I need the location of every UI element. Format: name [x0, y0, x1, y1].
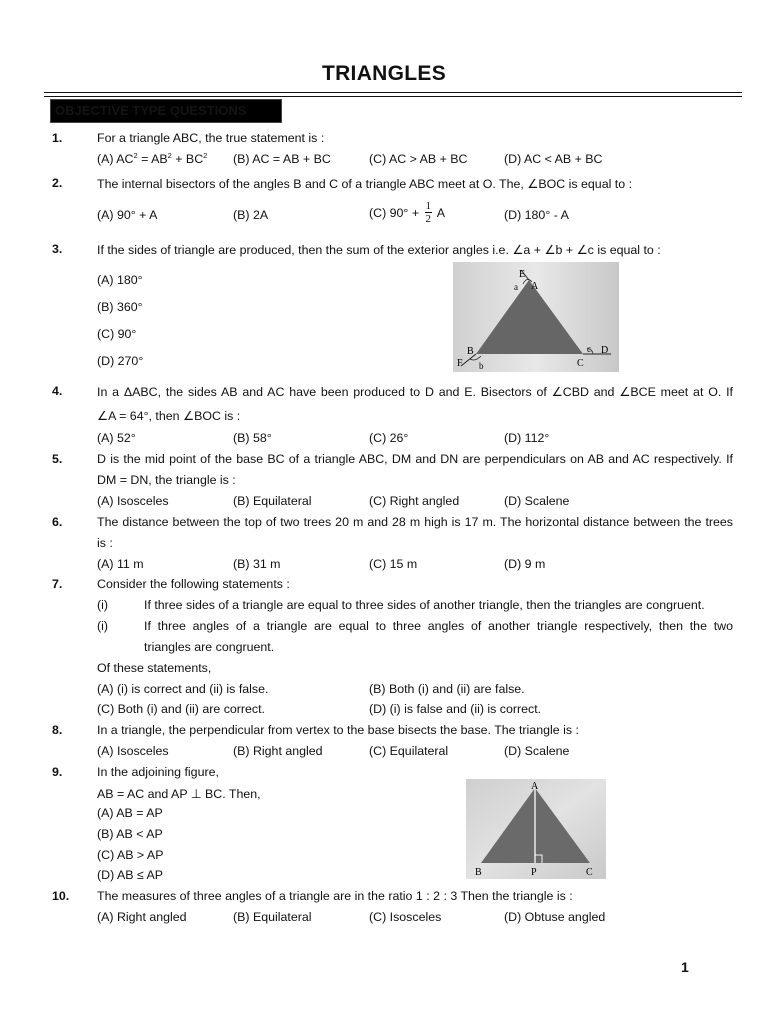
question-9-option-a: (A) AB = AP	[97, 806, 163, 820]
question-2-text: The internal bisectors of the angles B and C of a triangle ABC meet at O. The, ∠BOC is equal to :	[97, 177, 633, 191]
isosceles-triangle-figure	[466, 779, 606, 879]
question-9-option-d: (D) AB ≤ AP	[97, 868, 164, 882]
statement-2-text-line-1: If three angles of a triangle are equal to three angles of another triangle respectively, then the two	[144, 619, 733, 633]
label-P: P	[531, 867, 537, 878]
label-A: A	[531, 281, 539, 292]
question-6-option-c: (C) 15 m	[369, 557, 418, 571]
label-A: A	[531, 781, 539, 792]
label-B: B	[475, 867, 482, 878]
question-3-option-c: (C) 90°	[97, 327, 137, 341]
question-5-option-b: (B) Equilateral	[233, 494, 312, 508]
question-4-number: 4.	[52, 384, 63, 398]
question-4-option-b: (B) 58°	[233, 431, 272, 445]
question-10-option-b: (B) Equilateral	[233, 910, 312, 924]
question-7-text: Consider the following statements :	[97, 577, 290, 591]
question-4-text-line-1: In a ΔABC, the sides AB and AC have been produced to D and E. Bisectors of ∠CBD and ∠BCE meet at O. If	[97, 385, 733, 399]
question-1-option-a: (A) $AC^2 = AB^2 + BC^2$	[97, 151, 208, 166]
question-2-number: 2.	[52, 176, 63, 190]
exterior-angles-diagram	[453, 262, 619, 372]
question-6-option-b: (B) 31 m	[233, 557, 281, 571]
question-8-number: 8.	[52, 723, 63, 737]
question-2-option-b: (B) 2A	[233, 208, 269, 222]
question-5-text-line-2: DM = DN, the triangle is :	[97, 473, 236, 487]
isosceles-triangle-diagram	[466, 779, 606, 879]
one-half-fraction: $\frac{1}{2}$	[425, 200, 432, 225]
exterior-angles-figure	[453, 262, 619, 372]
question-9-number: 9.	[52, 765, 63, 779]
statement-2-text-line-2: triangles are congruent.	[144, 640, 275, 654]
question-5-text-line-1: D is the mid point of the base BC of a triangle ABC, DM and DN are perpendiculars on AB and AC respectively. If	[97, 452, 733, 466]
label-C: C	[577, 358, 584, 369]
question-5-option-c: (C) Right angled	[369, 494, 460, 508]
question-10-number: 10.	[52, 889, 70, 903]
label-C: C	[586, 867, 593, 878]
question-6-option-d: (D) 9 m	[504, 557, 546, 571]
question-9-option-b: (B) AB < AP	[97, 827, 163, 841]
question-7-option-a: (A) (i) is correct and (ii) is false.	[97, 682, 269, 696]
question-4-option-a: (A) 52°	[97, 431, 136, 445]
question-1-option-d: (D) AC < AB + BC	[504, 152, 603, 166]
question-3-option-b: (B) 360°	[97, 300, 143, 314]
question-8-option-a: (A) Isosceles	[97, 744, 169, 758]
question-10-option-a: (A) Right angled	[97, 910, 187, 924]
label-D: D	[601, 345, 609, 356]
label-E: E	[519, 269, 526, 280]
question-6-text-line-1: The distance between the top of two trees 20 m and 28 m high is 17 m. The horizontal distance between the trees	[97, 515, 733, 529]
question-6-text-line-2: is :	[97, 536, 113, 550]
question-5-number: 5.	[52, 452, 63, 466]
label-B: B	[467, 346, 474, 357]
label-b: b	[479, 361, 484, 371]
question-4-option-d: (D) 112°	[504, 431, 550, 445]
page-title: TRIANGLES	[321, 62, 447, 85]
question-7-of-these: Of these statements,	[97, 661, 212, 675]
question-8-option-b: (B) Right angled	[233, 744, 323, 758]
question-2-option-a: (A) 90° + A	[97, 208, 158, 222]
question-7-option-c: (C) Both (i) and (ii) are correct.	[97, 702, 265, 716]
section-heading: OBJECTIVE TYPE QUESTIONS	[55, 103, 247, 118]
page-number: 1	[681, 959, 689, 975]
question-8-option-c: (C) Equilateral	[369, 744, 449, 758]
question-10-option-c: (C) Isosceles	[369, 910, 442, 924]
question-1-text: For a triangle ABC, the true statement is :	[97, 131, 325, 145]
statement-2-label: (i)	[97, 619, 109, 633]
question-5-option-a: (A) Isosceles	[97, 494, 169, 508]
question-1-option-b: (B) AC = AB + BC	[233, 152, 331, 166]
question-3-number: 3.	[52, 242, 63, 256]
question-10-option-d: (D) Obtuse angled	[504, 910, 606, 924]
question-9-option-c: (C) AB > AP	[97, 848, 164, 862]
label-c: c	[587, 344, 591, 354]
label-F: F	[457, 358, 463, 369]
question-7-option-d: (D) (i) is false and (ii) is correct.	[369, 702, 542, 716]
question-7-number: 7.	[52, 577, 63, 591]
title-rule-thin	[44, 96, 742, 97]
question-9-text-line-1: In the adjoining figure,	[97, 765, 219, 779]
question-4-option-c: (C) 26°	[369, 431, 409, 445]
question-6-number: 6.	[52, 515, 63, 529]
question-8-text: In a triangle, the perpendicular from vertex to the base bisects the base. The triangle is :	[97, 723, 579, 737]
question-5-option-d: (D) Scalene	[504, 494, 570, 508]
statement-1-label: (i)	[97, 598, 109, 612]
question-3-text: If the sides of triangle are produced, then the sum of the exterior angles i.e. ∠a + ∠b + ∠c is equal to :	[97, 243, 661, 257]
label-a: a	[514, 282, 518, 292]
question-8-option-d: (D) Scalene	[504, 744, 570, 758]
question-9-text-line-2: AB = AC and AP ⊥ BC. Then,	[97, 787, 261, 801]
question-4-text-line-2: ∠A = 64°, then ∠BOC is :	[97, 409, 241, 423]
question-6-option-a: (A) 11 m	[97, 557, 144, 571]
question-2-option-d: (D) 180° - A	[504, 208, 569, 222]
question-2-option-c: (C) 90° + $\frac{1}{2}$ A	[369, 200, 446, 225]
section-heading-banner	[50, 99, 282, 123]
question-3-option-d: (D) 270°	[97, 354, 144, 368]
question-1-number: 1.	[52, 131, 63, 145]
question-1-option-c: (C) AC > AB + BC	[369, 152, 468, 166]
question-3-option-a: (A) 180°	[97, 273, 143, 287]
question-10-text: The measures of three angles of a triangle are in the ratio 1 : 2 : 3 Then the triangle is :	[97, 889, 573, 903]
statement-1-text: If three sides of a triangle are equal to three sides of another triangle, then the triangles are congruent.	[144, 598, 705, 612]
title-rule-thick	[44, 92, 742, 93]
question-7-option-b: (B) Both (i) and (ii) are false.	[369, 682, 525, 696]
